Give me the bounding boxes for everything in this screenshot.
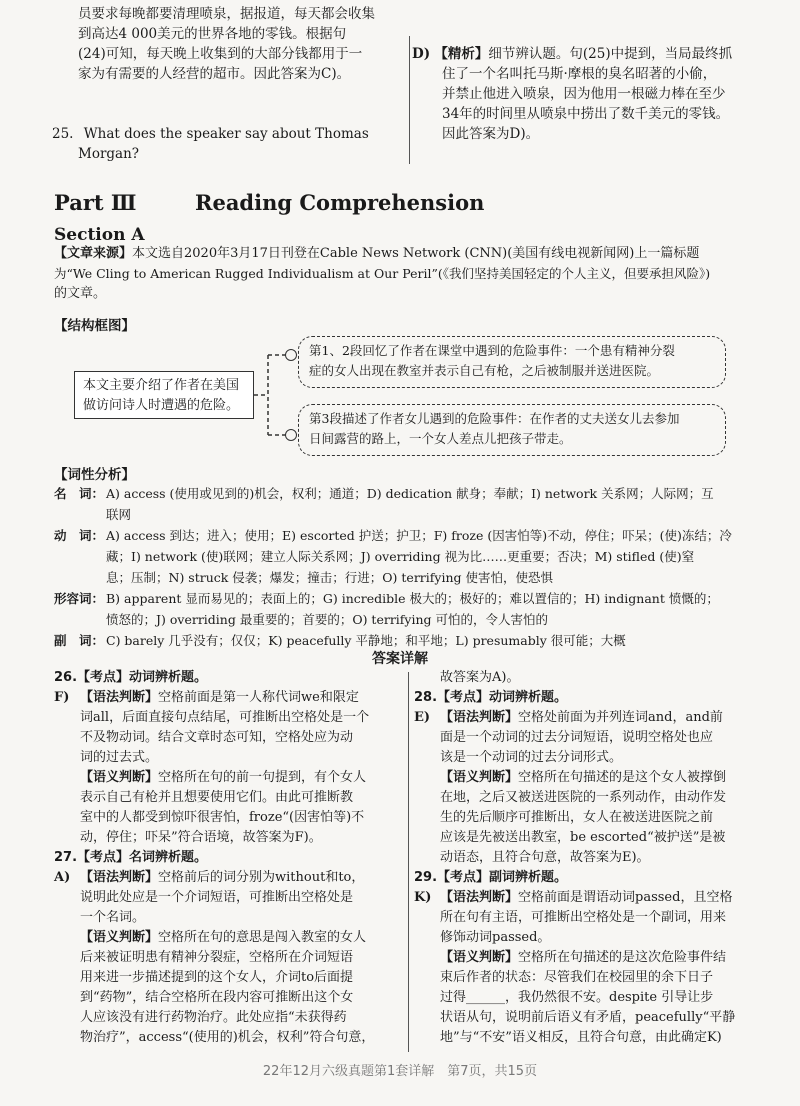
text-line: 用来进一步描述提到的这个女人，介词to后面提 xyxy=(80,970,354,985)
text-line: 在地，之后又被送进医院的一系列动作，由动作发 xyxy=(440,790,727,805)
text-line xyxy=(80,768,369,788)
text-line: 地”与“不安”语义相反，且符合句意，由此确定K) xyxy=(440,1030,722,1045)
text-span: 本文选自2020年3月17日刊登在Cable News Network (CNN)(美国有线电视新闻网)上一篇标题 xyxy=(132,246,700,261)
answer-body xyxy=(440,708,726,868)
text-line: 束后作者的状态：尽管我们在校园里的余下日子 xyxy=(440,970,714,985)
pos-row xyxy=(54,483,774,525)
text-span: 空格所在句的意思是闯入教室的女人 xyxy=(158,930,367,945)
source-tag: 【文章来源】 xyxy=(54,246,133,261)
text-span: 空格所在句描述的是这次危险事件结 xyxy=(518,950,727,965)
semantic-tag: 【语义判断】 xyxy=(440,950,519,965)
jingxi-tag: 【精析】 xyxy=(434,46,489,62)
answer-label: F) xyxy=(54,690,70,705)
text-line: 修饰动词passed。 xyxy=(440,930,551,945)
text-line: 为“We Cling to American Rugged Individualism at Our Peril”(《我们坚持美国轻定的个人主义，但要承担风险》) xyxy=(54,266,711,281)
text-line: 室中的人都受到惊吓很害怕，froze“(因害怕等)不 xyxy=(80,810,365,825)
answer-label: D) xyxy=(412,46,431,62)
answer-line xyxy=(412,44,762,64)
pos-content xyxy=(106,483,714,525)
text-line: A) access (使用或见到的)机会，权利；通道；D) dedication 献身；奉献；I) network 关系网；人际网；互 xyxy=(106,486,714,501)
article-source xyxy=(54,244,774,304)
text-line: 因此答案为D)。 xyxy=(442,126,540,142)
text-line: 词all，后面直接句点结尾，可推断出空格处是一个 xyxy=(80,710,370,725)
text-line: 故答案为A)。 xyxy=(440,670,520,685)
text-line: 人应该没有进行药物治疗。此处应指“未获得药 xyxy=(80,1010,347,1025)
answer-body xyxy=(440,888,735,1048)
text-span: 细节辨认题。句(25)中提到，当局最终抓 xyxy=(488,46,733,62)
text-span: 空格所在句的前一句提到，有个女人 xyxy=(158,770,367,785)
column-divider-top xyxy=(409,36,410,164)
pos-label: 动 词： xyxy=(54,528,105,543)
text-line: 第1、2段回忆了作者在课堂中遇到的危险事件：一个患有精神分裂 xyxy=(309,343,675,358)
text-line: 员要求每晚都要清理喷泉，据报道，每天都会收集 xyxy=(78,6,375,22)
grammar-tag: 【语法判断】 xyxy=(440,890,519,905)
connector-node-icon xyxy=(285,349,297,361)
grammar-tag: 【语法判断】 xyxy=(80,690,159,705)
answer-block xyxy=(414,708,766,868)
text-line: 第3段描述了作者女儿遇到的危险事件：在作者的丈夫送女儿去参加 xyxy=(309,411,680,426)
text-line: 到高达4 000美元的世界各地的零钱。根据句 xyxy=(78,26,347,42)
text-line: 并禁止他进入喷泉，因为他用一根磁力棒在至少 xyxy=(442,86,726,102)
text-line: 的文章。 xyxy=(54,286,107,301)
answer-block xyxy=(54,868,406,1048)
text-line xyxy=(440,888,735,908)
answer-block xyxy=(54,688,406,848)
answer-body xyxy=(80,868,374,1048)
pos-content xyxy=(106,588,719,630)
semantic-tag: 【语义判断】 xyxy=(80,930,159,945)
part-title: Reading Comprehension xyxy=(195,190,485,215)
question-heading: 29.【考点】副词辨析题。 xyxy=(414,870,568,885)
pos-content xyxy=(106,525,732,588)
text-line: 一个名词。 xyxy=(80,910,146,925)
text-line: C) barely 几乎没有；仅仅；K) peacefully 平静地；和平地；L) presumably 很可能；大概 xyxy=(106,633,626,648)
pos-row xyxy=(54,525,774,588)
page-footer: 22年12月六级真题第1套详解 第7页，共15页 xyxy=(262,1064,538,1079)
structure-heading: 【结构框图】 xyxy=(54,318,135,334)
column-divider-bottom xyxy=(408,672,409,1052)
text-span: 空格前后的词分别为without和to， xyxy=(158,870,365,885)
question-heading: 28.【考点】动词辨析题。 xyxy=(414,690,568,705)
text-span: 空格所在句描述的是这个女人被撑倒 xyxy=(518,770,727,785)
text-line: 症的女人出现在教室并表示自己有枪，之后被制服并送进医院。 xyxy=(309,363,660,378)
text-line: 家为有需要的人经营的超市。因此答案为C)。 xyxy=(78,66,351,82)
text-line: 做访问诗人时遭遇的危险。 xyxy=(83,398,240,413)
text-line: 联网 xyxy=(106,507,132,522)
answers-title: 答案详解 xyxy=(372,651,428,667)
text-line: 说明此处应是一个介词短语，可推断出空格处是 xyxy=(80,890,354,905)
text-span: 空格处前面为并列连词and，and前 xyxy=(518,710,723,725)
text-line: 动语态，且符合句意，故答案为E)。 xyxy=(440,850,650,865)
answer-block xyxy=(414,888,766,1048)
text-line: 所在句有主语，可推断出空格处是一个副词，用来 xyxy=(440,910,727,925)
text-line: 34年的时间里从喷泉中捞出了数千美元的零钱。 xyxy=(442,106,730,122)
text-line: 该是一个动词的过去分词形式。 xyxy=(440,750,623,765)
pos-row xyxy=(54,588,774,630)
text-line: 本文主要介绍了作者在美国 xyxy=(83,378,240,393)
section-title: Section A xyxy=(54,225,145,245)
answer-label: E) xyxy=(414,710,431,725)
text-line: A) access 到达；进入；使用；E) escorted 护送；护卫；F) froze (因害怕等)不动，停住；吓呆；(使)冻结；冷 xyxy=(106,528,732,543)
connector-node-icon xyxy=(285,429,297,441)
question-25 xyxy=(52,124,407,164)
answer-label: A) xyxy=(54,870,71,885)
text-line xyxy=(80,688,369,708)
pos-table xyxy=(54,483,774,651)
grammar-tag: 【语法判断】 xyxy=(440,710,519,725)
question-heading: 27.【考点】名词辨析题。 xyxy=(54,850,208,865)
semantic-tag: 【语义判断】 xyxy=(440,770,519,785)
text-line: 生的先后顺序可推断出，女人在被送进医院之前 xyxy=(440,810,714,825)
answer-label: K) xyxy=(414,890,432,905)
text-line xyxy=(440,948,735,968)
answers-left-column xyxy=(54,668,406,1048)
text-line: 表示自己有枪并且想要使用它们。由此可推断教 xyxy=(80,790,354,805)
branch-box-1 xyxy=(298,336,726,388)
grammar-tag: 【语法判断】 xyxy=(80,870,159,885)
semantic-tag: 【语义判断】 xyxy=(80,770,159,785)
question-number: 25. xyxy=(52,126,74,142)
text-line xyxy=(440,768,726,788)
part-label: Part Ⅲ xyxy=(54,190,137,215)
answer-body xyxy=(80,688,369,848)
text-line: 词的过去式。 xyxy=(80,750,159,765)
text-line xyxy=(80,868,374,888)
text-line: 动，停住；吓呆”符合语境，故答案为F)。 xyxy=(80,830,322,845)
answers-right-column xyxy=(414,668,766,1048)
text-line: 面是一个动词的过去分词短语，说明空格处也应 xyxy=(440,730,714,745)
question-heading: 26.【考点】动词辨析题。 xyxy=(54,670,208,685)
text-line: 息；压制；N) struck 侵袭；爆发；撞击；行进；O) terrifying 使害怕，使恐惧 xyxy=(106,570,553,585)
top-right-text xyxy=(412,44,762,144)
top-left-text xyxy=(78,4,403,84)
pos-label: 副 词： xyxy=(54,633,105,648)
pos-label: 名 词： xyxy=(54,486,105,501)
text-line: 藏；I) network (使)联网；建立人际关系网；J) overriding 视为比……更重要；否决；M) stifled (使)窒 xyxy=(106,549,695,564)
text-line: 住了一个名叫托马斯·摩根的臭名昭著的小偷， xyxy=(442,66,717,82)
text-line: 到“药物”，结合空格所在段内容可推断出这个女 xyxy=(80,990,354,1005)
branch-box-2 xyxy=(298,404,726,456)
text-line xyxy=(440,708,726,728)
text-line: 物治疗”，access“(使用的)机会，权利”符合句意， xyxy=(80,1030,375,1045)
text-line: 愤怒的；J) overriding 最重要的；首要的；O) terrifying 可怕的，令人害怕的 xyxy=(106,612,548,627)
main-summary-box xyxy=(74,371,254,419)
text-line: 过得______，我仍然很不安。despite 引导让步 xyxy=(440,990,714,1005)
pos-heading: 【词性分析】 xyxy=(54,467,135,483)
text-line: (24)可知，每天晚上收集到的大部分钱都用于一 xyxy=(78,46,363,62)
text-span: 空格前面是第一人称代词we和限定 xyxy=(158,690,359,705)
text-line: 后来被证明患有精神分裂症，空格所在介词短语 xyxy=(80,950,354,965)
question-text: What does the speaker say about Thomas xyxy=(83,126,369,142)
text-line xyxy=(80,928,374,948)
text-line: 应该是先被送出教室，be escorted“被护送”是被 xyxy=(440,830,726,845)
question-text: Morgan? xyxy=(78,146,140,162)
text-line: 日间露营的路上，一个女人差点儿把孩子带走。 xyxy=(309,431,572,446)
text-span: 空格前面是谓语动词passed，且空格 xyxy=(518,890,733,905)
text-line xyxy=(54,244,774,264)
pos-label: 形容词： xyxy=(54,591,105,606)
text-line: 状语从句，说明前后语义有矛盾，peacefully“平静 xyxy=(440,1010,736,1025)
text-line: 不及物动词。结合文章时态可知，空格处应为动 xyxy=(80,730,354,745)
text-line: B) apparent 显而易见的；表面上的；G) incredible 极大的；极好的；难以置信的；H) indignant 愤慨的； xyxy=(106,591,719,606)
